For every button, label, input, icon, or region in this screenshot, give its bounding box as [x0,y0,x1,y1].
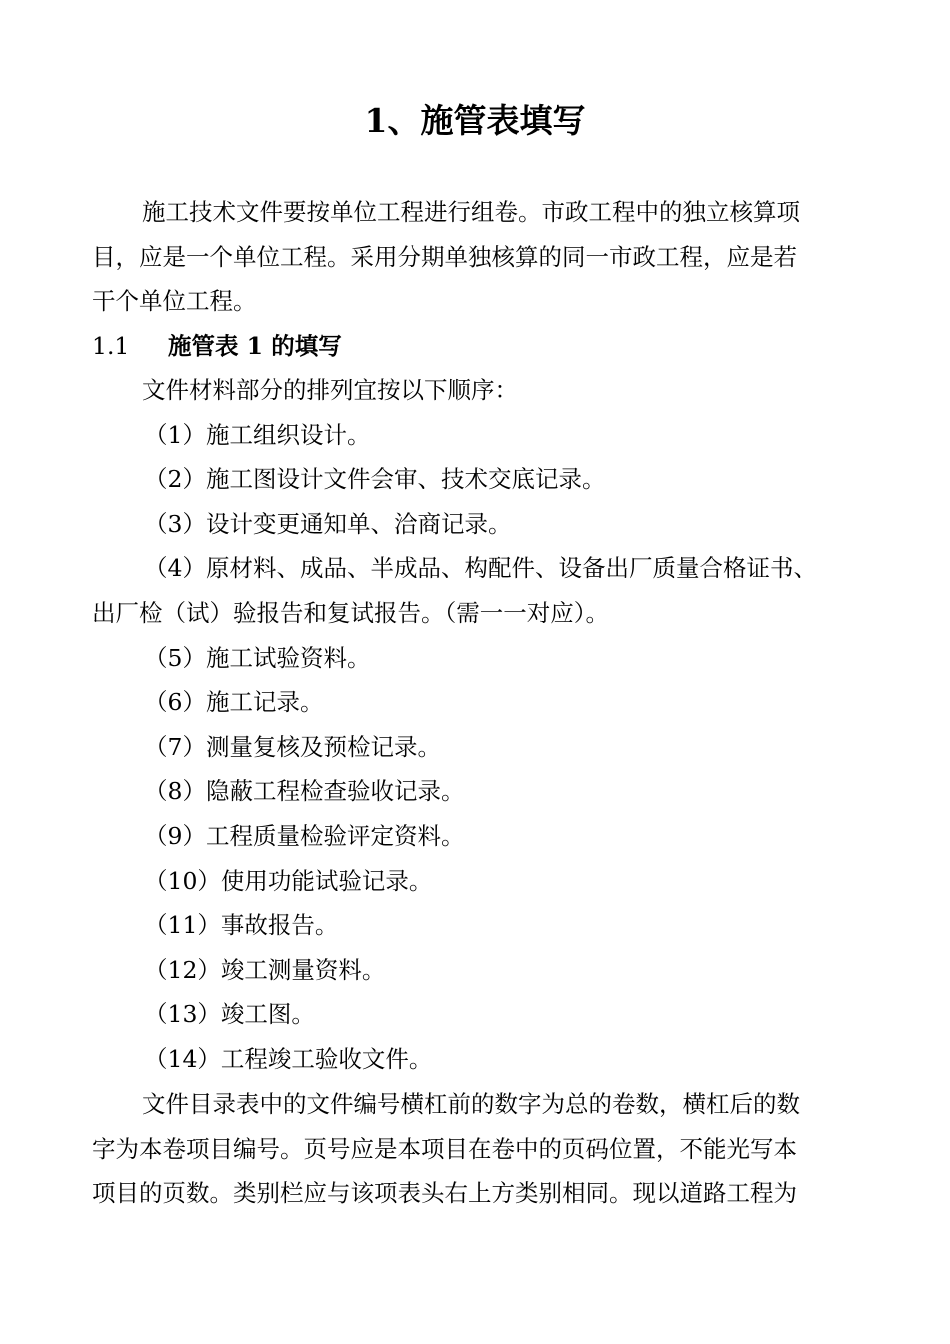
closing-line-3: 项目的页数。类别栏应与该项表头右上方类别相同。现以道路工程为 [92,1179,797,1208]
section-heading [92,324,882,369]
section-number: 1.1 [92,332,130,360]
section-title: 施管表 1 的填写 [168,332,342,360]
closing-line-1: 文件目录表中的文件编号横杠前的数字为总的卷数，横杠后的数 [142,1090,800,1118]
list-item: （2）施工图设计文件会审、技术交底记录。 [144,465,606,494]
intro-line-1: 施工技术文件要按单位工程进行组卷。市政工程中的独立核算项 [142,198,800,226]
closing-paragraph [92,1082,882,1216]
list-item: （10）使用功能试验记录。 [144,866,433,895]
order-intro: 文件材料部分的排列宜按以下顺序： [142,376,518,404]
list-item: （11）事故报告。 [144,911,339,940]
page-title: 1、施管表填写 [364,101,586,140]
list-item: （1）施工组织设计。 [144,420,371,449]
list-item: （14）工程竣工验收文件。 [144,1044,433,1073]
intro-line-2: 目，应是一个单位工程。采用分期单独核算的同一市政工程，应是若 [92,242,797,271]
list-item: （6）施工记录。 [144,688,324,717]
section-heading-line [92,324,882,369]
intro-paragraph [92,190,882,324]
list-item: （9）工程质量检验评定资料。 [144,821,465,850]
list-item: （5）施工试验资料。 [144,643,371,672]
list-item: （7）测量复核及预检记录。 [144,732,441,761]
list-item: （4）原材料、成品、半成品、构配件、设备出厂质量合格证书、 [144,554,817,583]
list-item: （3）设计变更通知单、洽商记录。 [144,509,512,538]
order-list [92,368,882,1082]
list-item-continuation: 出厂检（试）验报告和复试报告。（需一一对应）。 [92,598,609,627]
intro-line-3: 干个单位工程。 [92,287,257,316]
list-item: （12）竣工测量资料。 [144,955,386,984]
closing-line-2: 字为本卷项目编号。页号应是本项目在卷中的页码位置，不能光写本 [92,1134,797,1163]
list-item: （13）竣工图。 [144,1000,315,1029]
list-item: （8）隐蔽工程检查验收记录。 [144,777,465,806]
